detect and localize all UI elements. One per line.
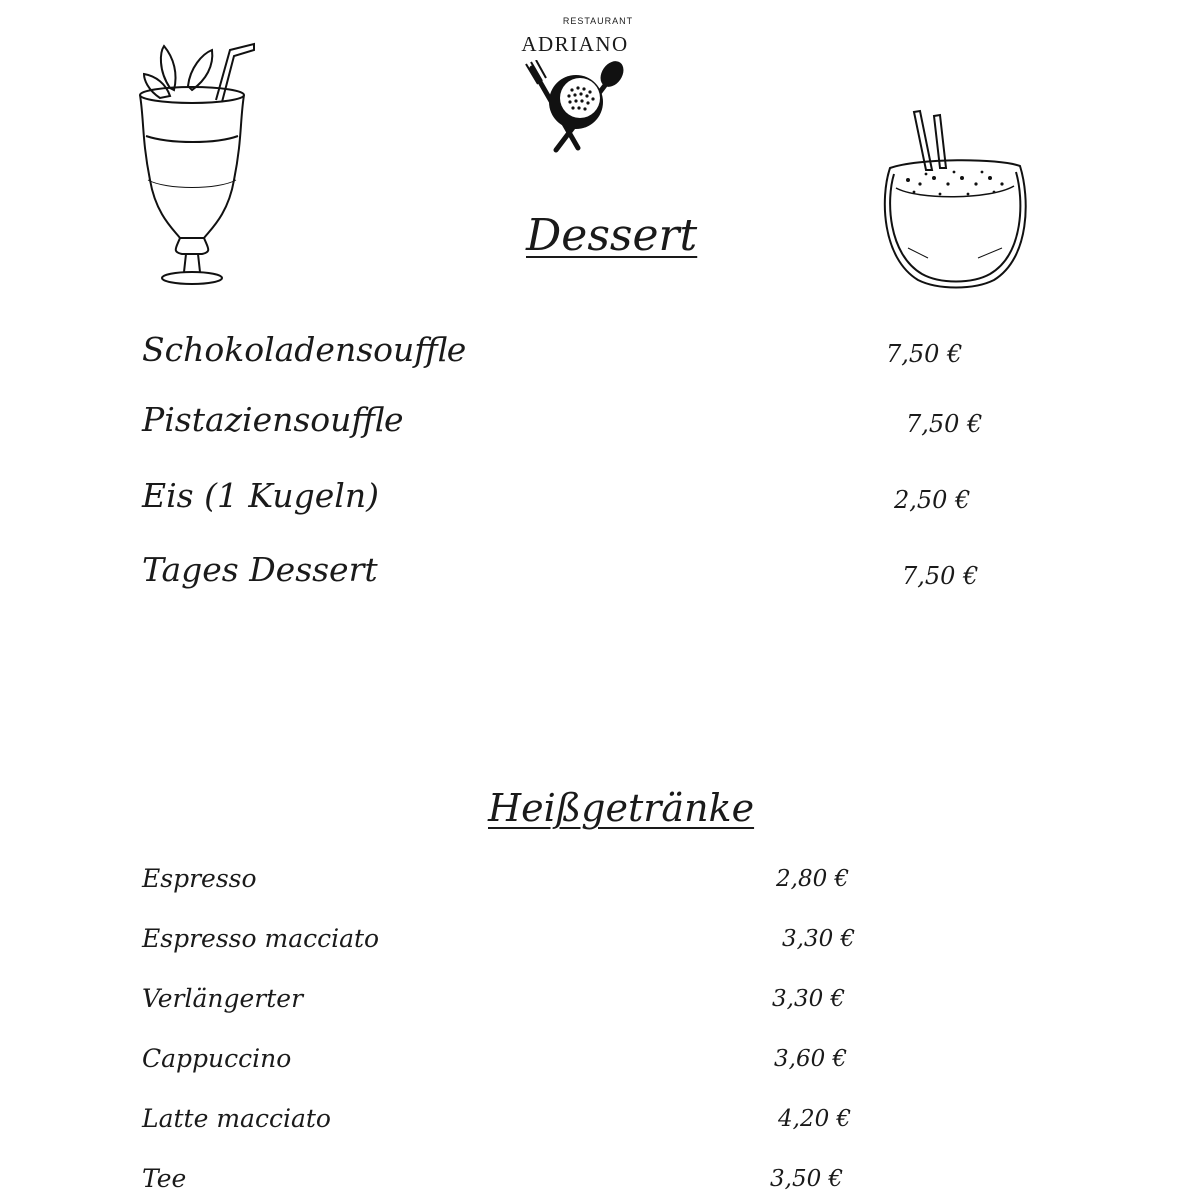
cocktail-glass-icon [130,40,260,294]
menu-item-price: 3,30 € [782,926,856,952]
menu-item-price: 3,60 € [774,1046,848,1072]
menu-item-name: Verlängerter [142,984,304,1013]
menu-item-name: Latte macciato [142,1104,331,1133]
menu-item-price: 7,50 € [906,410,983,438]
restaurant-logo [500,14,650,159]
menu-item-price: 3,30 € [772,986,846,1012]
menu-item-name: Tee [142,1164,187,1193]
menu-item-price: 4,20 € [778,1106,852,1132]
menu-item-price: 2,80 € [776,866,850,892]
menu-item-name: Schokoladensouffle [142,330,467,369]
menu-item-name: Tages Dessert [142,550,378,589]
menu-item-name: Pistaziensouffle [142,400,404,439]
menu-item-price: 3,50 € [770,1166,844,1192]
menu-item-name: Espresso [142,864,257,893]
dessert-heading: Dessert [526,210,698,261]
logo-label-big: ADRIANO [521,32,629,56]
menu-item-price: 2,50 € [894,486,971,514]
hot-drinks-heading: Heißgetränke [488,786,755,830]
menu-item-price: 7,50 € [886,340,963,368]
menu-item-name: Espresso macciato [142,924,380,953]
dessert-bowl-icon [878,108,1033,297]
menu-item-name: Cappuccino [142,1044,292,1073]
logo-label-small: RESTAURANT [562,16,634,26]
menu-item-name: Eis (1 Kugeln) [142,476,379,515]
fork-golfball-spoon-icon [520,60,630,155]
menu-item-price: 7,50 € [902,562,979,590]
